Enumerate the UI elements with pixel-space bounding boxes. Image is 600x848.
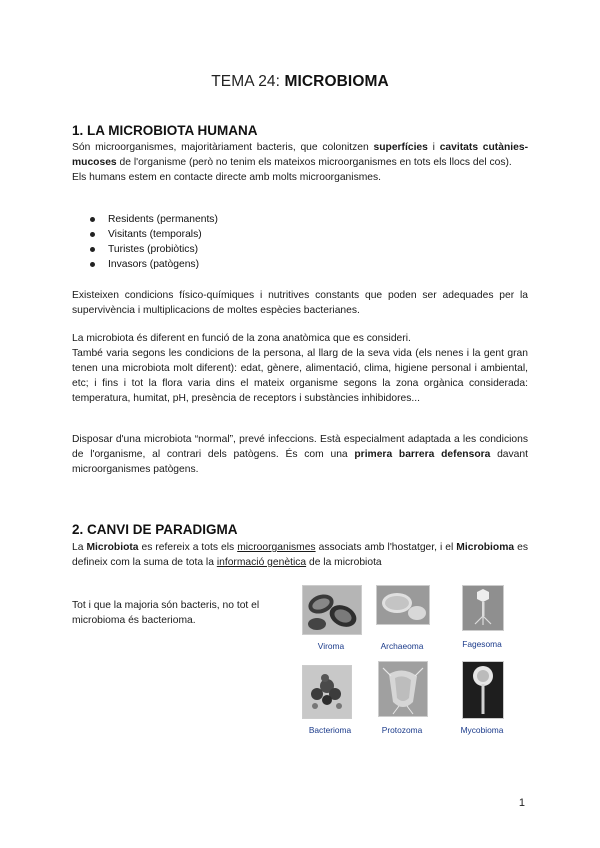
caption-archaeoma: Archaeoma — [380, 641, 424, 651]
phage-micrograph-icon — [462, 585, 504, 631]
microbiota-types-list — [72, 212, 218, 272]
conditions-paragraph: Existeixen condicions físico-químiques i nutritives constants que poden ser adequades per la supervivència i multiplicacions de moltes espècies bacterianes. — [72, 290, 528, 316]
caption-mycobioma: Mycobioma — [460, 725, 504, 735]
caption-viroma: Viroma — [317, 641, 345, 651]
list-item: Visitants (temporals) — [72, 227, 218, 242]
intro-paragraph: Són microorganismes, majoritàriament bacteris, que colonitzen superfícies i cavitats cutànies-mucoses de l'organisme (però no tenim els mateixos microorganismes en tots els llocs del cos). Els humans estem en contacte directe amb molts microorganismes. — [72, 142, 528, 183]
section-heading-paradigm: 2. CANVI DE PARADIGMA — [72, 522, 238, 537]
caption-protozoma: Protozoma — [381, 725, 423, 735]
fungus-micrograph-icon — [462, 661, 504, 719]
bacteria-micrograph-icon — [302, 665, 352, 719]
variation-paragraph: La microbiota és diferent en funció de la zona anatòmica que es consideri. També varia segons les condicions de la persona, al llarg de la seva vida (els nenes i la gent gran tenen una microbiota molt diferent): edat, gènere, alimentació, clima, higiene personal i ambiental, etc; i fins i tot la flora varia dins el mateix organisme segons la zona orgànica considerada: temperatura, humitat, pH, presència de receptors i substàncies inhibidores... — [72, 333, 528, 404]
protozoa-micrograph-icon — [378, 661, 428, 717]
intro-second-line: Els humans estem en contacte directe amb molts microorganismes. — [72, 172, 382, 183]
definition-paragraph: La Microbiota es refereix a tots els microorganismes associats amb l'hostatger, i el Microbioma es defineix com la suma de tota la informació genètica de la microbiota — [72, 542, 528, 568]
microbiome-figure — [296, 583, 536, 743]
archaea-micrograph-icon — [376, 585, 430, 625]
caption-fagesoma: Fagesoma — [462, 639, 502, 649]
page-title: TEMA 24: MICROBIOMA — [211, 73, 389, 90]
list-item: Residents (permanents) — [72, 212, 218, 227]
page-number: 1 — [518, 797, 525, 809]
note-paragraph: Tot i que la majoria són bacteris, no tot el microbioma és bacterioma. — [72, 600, 260, 626]
virus-micrograph-icon — [302, 585, 362, 635]
section-heading-microbiota: 1. LA MICROBIOTA HUMANA — [72, 123, 258, 138]
caption-bacterioma: Bacterioma — [308, 725, 352, 735]
list-item: Turistes (probiòtics) — [72, 242, 218, 257]
list-item: Invasors (patògens) — [72, 257, 218, 272]
normal-microbiota-paragraph: Disposar d'una microbiota “normal”, prevé infeccions. Està especialment adaptada a les condicions de l'organisme, al contrari dels patògens. És com una primera barrera defensora davant microorganismes patògens. — [72, 434, 528, 475]
